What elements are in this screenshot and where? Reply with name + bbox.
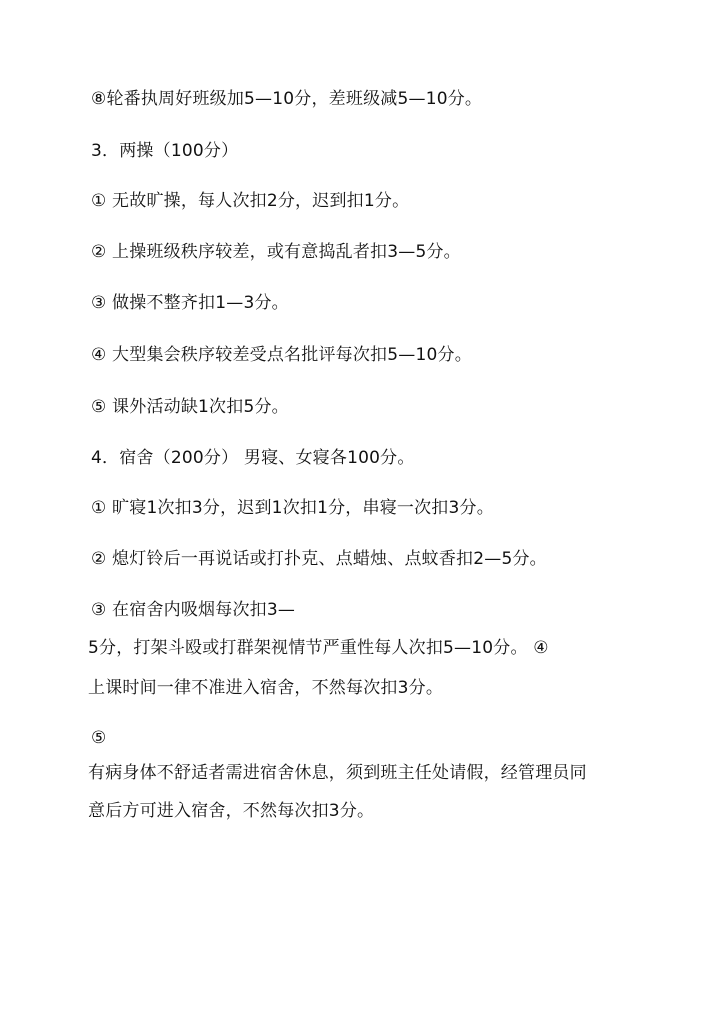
section-heading-exercises: 3．两操（100分）	[91, 141, 239, 161]
section-heading-dormitory: 4．宿舍（200分） 男寝、女寝各100分。	[91, 448, 415, 468]
dorm-rule-4-text: 上课时间一律不准进入宿舍，不然每次扣3分。	[88, 678, 444, 698]
exercise-rule-2: ② 上操班级秩序较差，或有意捣乱者扣3—5分。	[91, 242, 461, 262]
dorm-rule-3-continued: 5分，打架斗殴或打群架视情节严重性每人次扣5—10分。 ④	[88, 638, 549, 658]
exercise-rule-4: ④ 大型集会秩序较差受点名批评每次扣5—10分。	[91, 345, 472, 365]
dorm-rule-5-text-line2: 意后方可进入宿舍，不然每次扣3分。	[88, 801, 375, 821]
exercise-rule-5: ⑤ 课外活动缺1次扣5分。	[91, 397, 289, 417]
rule-line-8-rotation-bonus: ⑧轮番执周好班级加5—10分，差班级减5—10分。	[91, 89, 483, 109]
dorm-rule-5-text-line1: 有病身体不舒适者需进宿舍休息，须到班主任处请假，经管理员同	[88, 763, 587, 783]
dorm-rule-2: ② 熄灯铃后一再说话或打扑克、点蜡烛、点蚊香扣2—5分。	[91, 549, 547, 569]
exercise-rule-3: ③ 做操不整齐扣1—3分。	[91, 293, 289, 313]
exercise-rule-1: ① 无故旷操，每人次扣2分，迟到扣1分。	[91, 191, 410, 211]
dorm-rule-1: ① 旷寝1次扣3分，迟到1次扣1分，串寝一次扣3分。	[91, 498, 494, 518]
dorm-rule-3-start: ③ 在宿舍内吸烟每次扣3—	[91, 600, 296, 620]
dorm-rule-5-marker: ⑤	[91, 728, 107, 748]
